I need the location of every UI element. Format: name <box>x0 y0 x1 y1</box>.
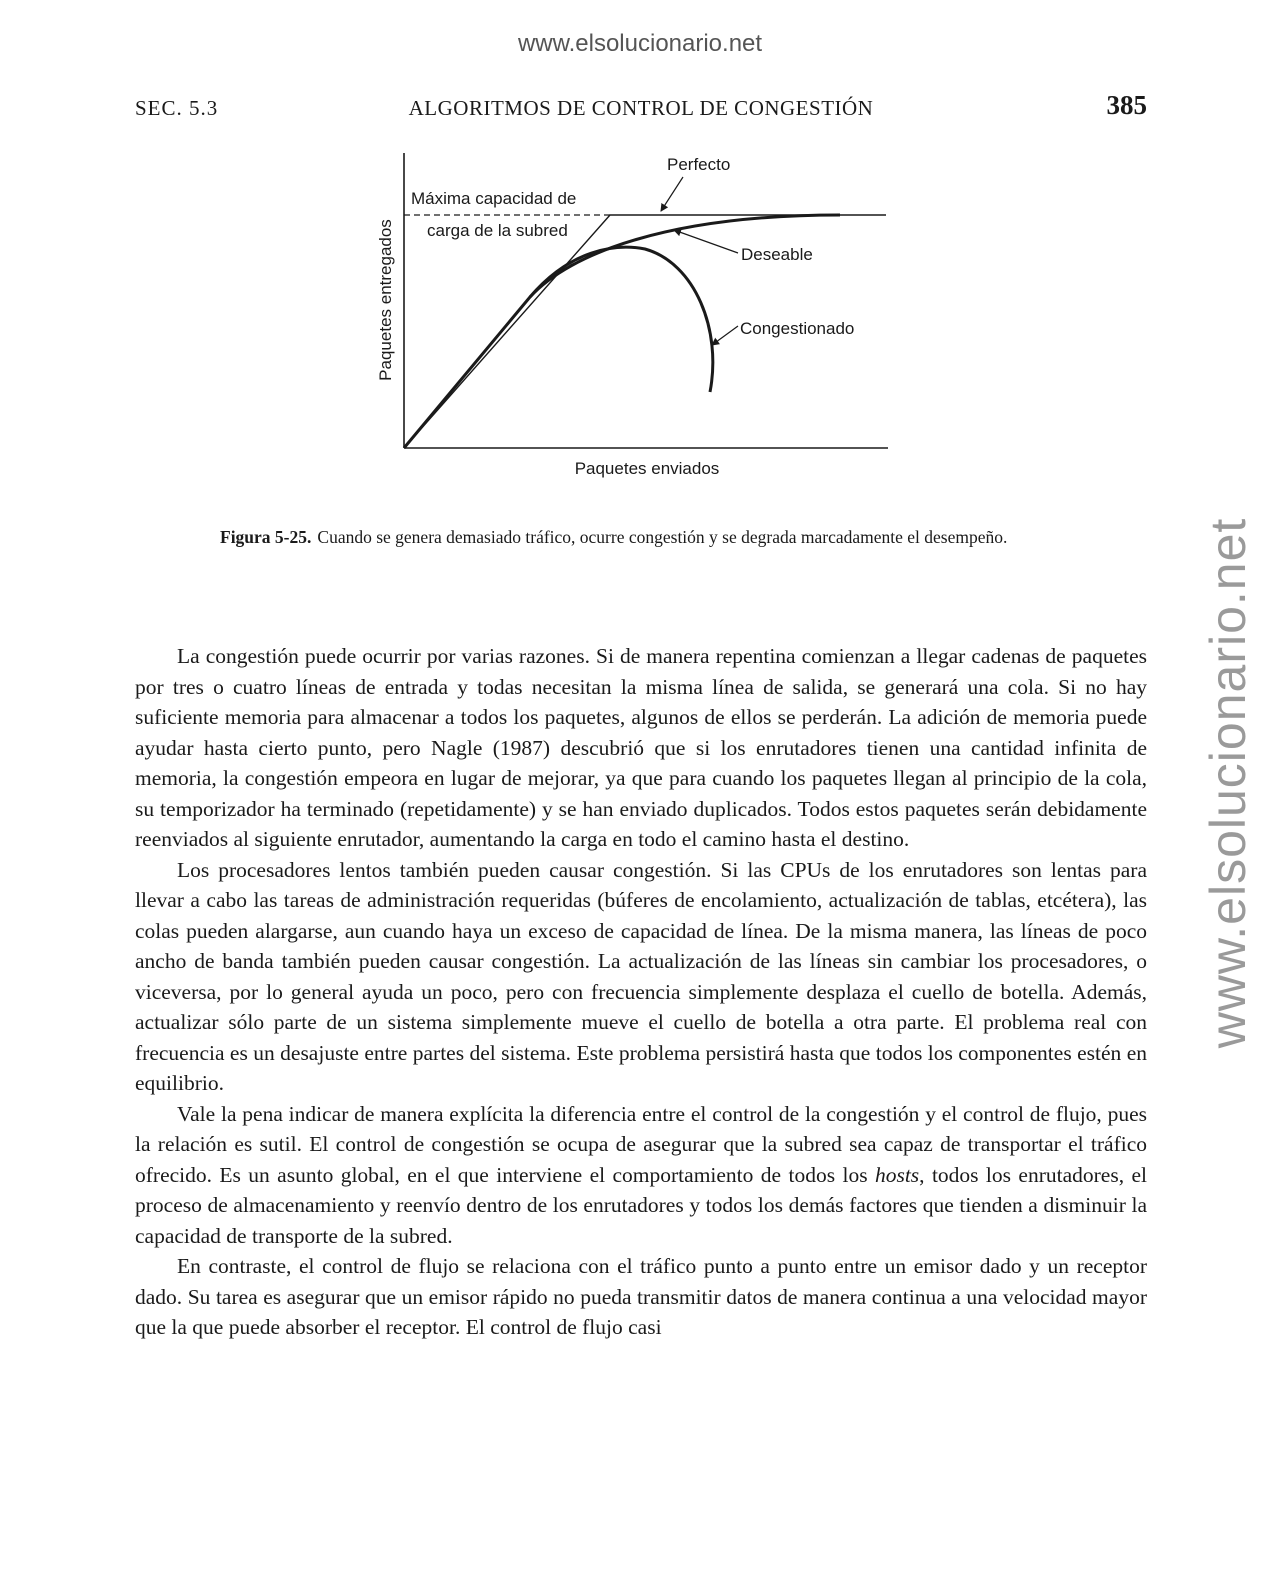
capacity-label-line1: Máxima capacidad de <box>411 189 577 208</box>
figure-caption <box>220 525 1070 550</box>
watermark-side: www.elsolucionario.net <box>1200 517 1256 1049</box>
perfect-leader <box>661 177 683 211</box>
paragraph-4: En contraste, el control de flujo se relaciona con el tráfico punto a punto entre un emisor dado y un receptor dado. Su tarea es asegurar que un emisor rápido no pueda transmitir datos de manera continua a una velocidad mayor que la que puede absorber el receptor. El control de flujo casi <box>135 1254 1147 1339</box>
congested-leader <box>712 326 738 345</box>
capacity-label-line2: carga de la subred <box>427 221 568 240</box>
figure-5-25 <box>370 145 910 490</box>
paragraph-3-start: Vale la pena indicar de manera explícita la diferencia entre el control de la congestión y el control de flujo, pues la relación es sutil. El control de congestión se ocupa de asegurar que la subred sea capaz de transportar el tráfico ofrecido. Es un asunto global, en el que interviene el comportamiento de todos los <box>135 1101 1147 1187</box>
y-axis-label: Paquetes entregados <box>376 219 395 381</box>
paragraph-3-end: , todos los enrutadores, el proceso de almacenamiento y reenvío dentro de los enrutadores y todos los demás factores que tienden a disminuir la capacidad de transporte de la subred. <box>135 1162 1147 1248</box>
running-head-title: ALGORITMOS DE CONTROL DE CONGESTIÓN <box>408 96 874 120</box>
section-number: SEC. 5.3 <box>135 96 219 120</box>
running-head <box>135 90 1147 124</box>
caption-label: Figura 5-25. <box>220 527 312 547</box>
desirable-label: Deseable <box>741 245 813 264</box>
page-number: 385 <box>1106 90 1147 120</box>
paragraph-3 <box>135 1099 1147 1252</box>
x-axis-label: Paquetes enviados <box>574 459 720 478</box>
body-text <box>135 641 1147 1343</box>
paragraph-1: La congestión puede ocurrir por varias razones. Si de manera repentina comienzan a llegar cadenas de paquetes por tres o cuatro líneas de entrada y todas necesitan la misma línea de salida, se generará una cola. Si no hay suficiente memoria para almacenar a todos los paquetes, algunos de ellos se perderán. La adición de memoria puede ayudar hasta cierto punto, pero Nagle (1987) descubrió que si los enrutadores tienen una cantidad infinita de memoria, la congestión empeora en lugar de mejorar, ya que para cuando los paquetes llegan al principio de la cola, su temporizador ha terminado (repetidamente) y se han enviado duplicados. Todos estos paquetes serán debidamente reenviados al siguiente enrutador, aumentando la carga en todo el camino hasta el destino. <box>135 644 1147 851</box>
congested-curve <box>530 247 713 392</box>
perfect-label: Perfecto <box>667 155 731 174</box>
hosts-term: hosts <box>874 1162 920 1187</box>
congestion-graph <box>370 145 910 490</box>
watermark-top: www.elsolucionario.net <box>517 30 763 57</box>
caption-text: Cuando se genera demasiado tráfico, ocurre congestión y se degrada marcadamente el desempeño. <box>317 527 1008 547</box>
paragraph-2: Los procesadores lentos también pueden causar congestión. Si las CPUs de los enrutadores son lentas para llevar a cabo las tareas de administración requeridas (búferes de encolamiento, actualización de tablas, etcétera), las colas pueden alargarse, aun cuando haya un exceso de capacidad de línea. De la misma manera, las líneas de poco ancho de banda también pueden causar congestión. La actualización de las líneas sin cambiar los procesadores, o viceversa, por lo general ayuda un poco, pero con frecuencia simplemente desplaza el cuello de botella. Además, actualizar sólo parte de un sistema simplemente mueve el cuello de botella a otra parte. El problema real con frecuencia es un desajuste entre partes del sistema. Este problema persistirá hasta que todos los componentes estén en equilibrio. <box>135 857 1147 1095</box>
desirable-leader <box>674 230 738 253</box>
congested-label: Congestionado <box>740 319 855 338</box>
